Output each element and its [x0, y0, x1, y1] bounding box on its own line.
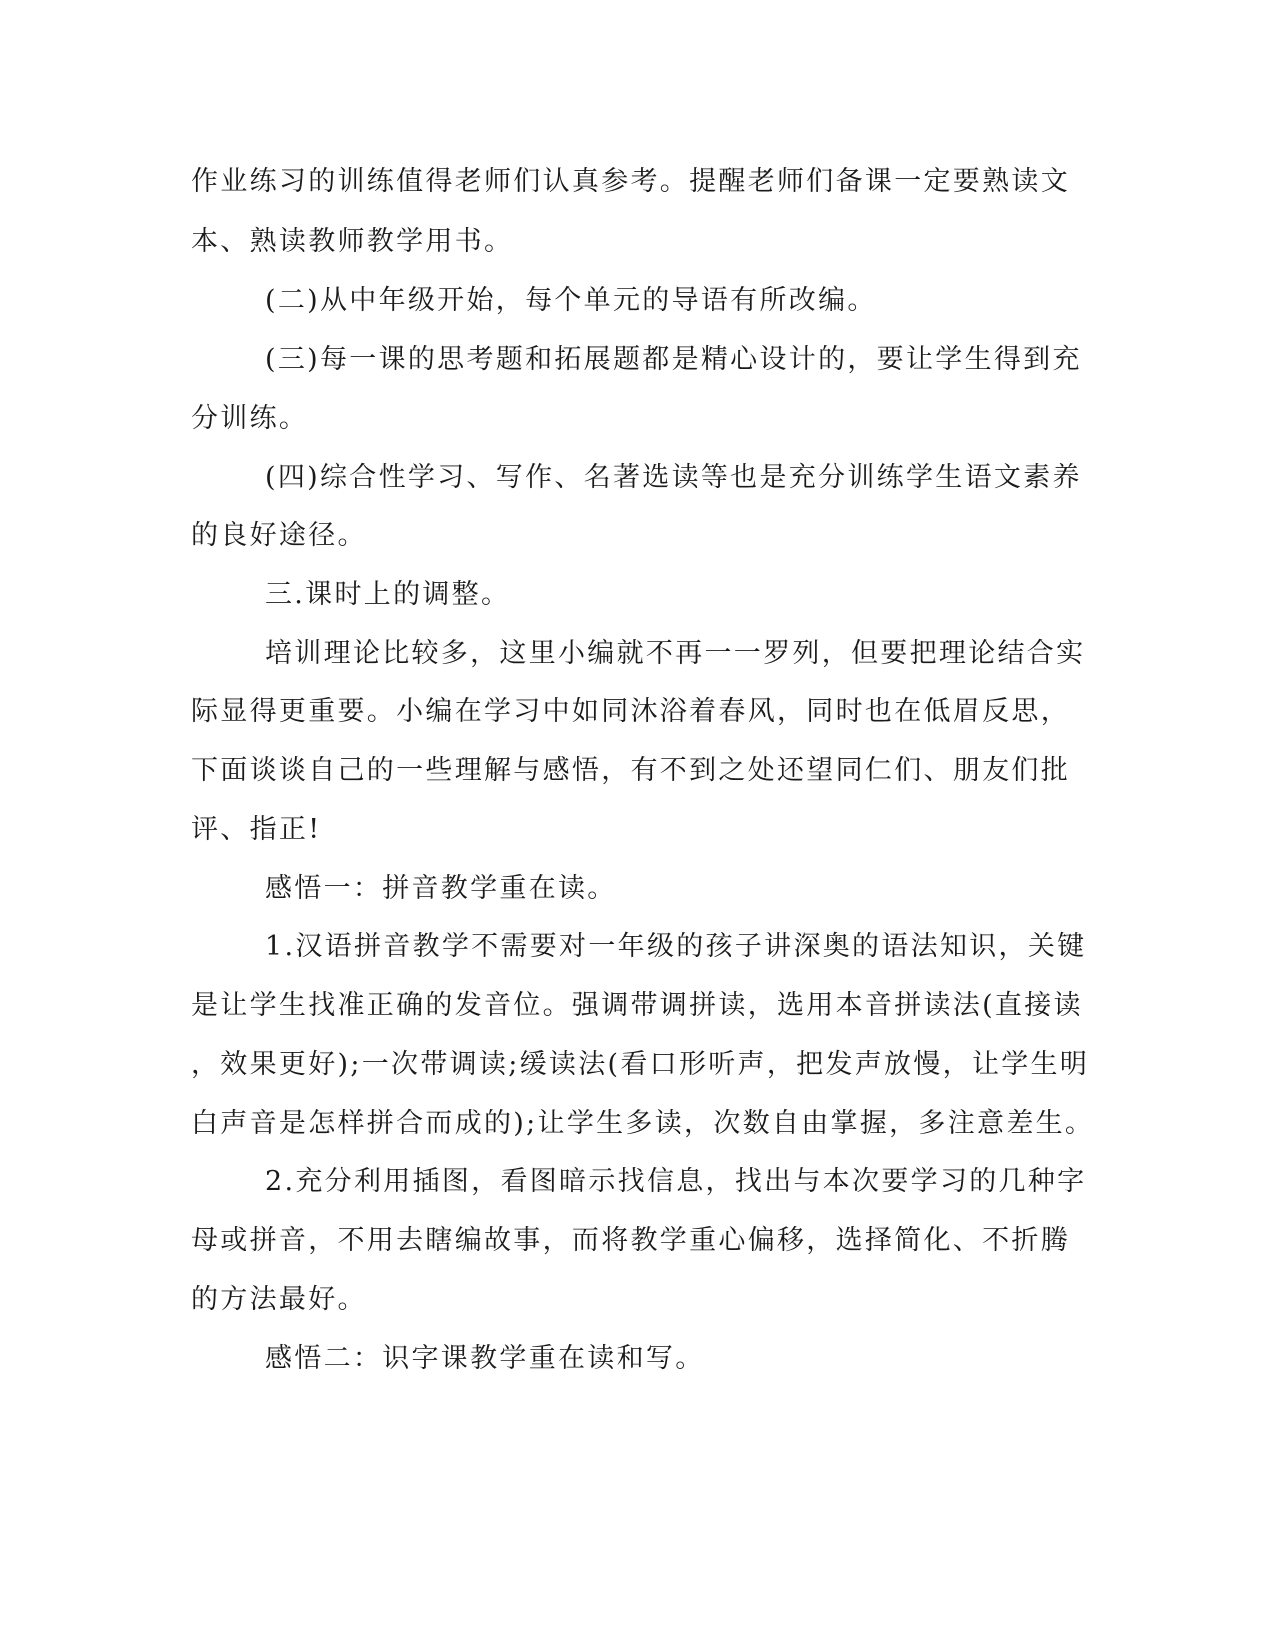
- section-heading: 三.课时上的调整。: [265, 579, 511, 610]
- text-line: (三)每一课的思考题和拓展题都是精心设计的，要让学生得到充: [265, 344, 1082, 375]
- text-line: (二)从中年级开始，每个单元的导语有所改编。: [265, 285, 877, 316]
- text-line: 是让学生找准正确的发音位。强调带调拼读，选用本音拼读法(直接读: [191, 990, 1083, 1021]
- text-line: 1.汉语拼音教学不需要对一年级的孩子讲深奥的语法知识，关键: [265, 931, 1087, 962]
- text-line: 2.充分利用插图，看图暗示找信息，找出与本次要学习的几种字: [265, 1166, 1087, 1197]
- text-line: 作业练习的训练值得老师们认真参考。提醒老师们备课一定要熟读文: [191, 166, 1070, 197]
- text-line: 际显得更重要。小编在学习中如同沐浴着春风，同时也在低眉反思，: [191, 696, 1070, 727]
- text-line: 的良好途径。: [191, 520, 367, 551]
- text-line: 本、熟读教师教学用书。: [191, 226, 514, 257]
- section-heading: 感悟二：识字课教学重在读和写。: [265, 1343, 705, 1374]
- text-line: 白声音是怎样拼合而成的);让学生多读，次数自由掌握，多注意差生。: [191, 1108, 1095, 1139]
- text-line: ，效果更好);一次带调读;缓读法(看口形听声，把发声放慢，让学生明: [191, 1049, 1090, 1080]
- text-line: 下面谈谈自己的一些理解与感悟，有不到之处还望同仁们、朋友们批: [191, 755, 1070, 786]
- text-line: 母或拼音，不用去瞎编故事，而将教学重心偏移，选择简化、不折腾: [191, 1225, 1070, 1256]
- text-line: 评、指正!: [191, 814, 322, 845]
- text-line: 分训练。: [191, 403, 309, 434]
- text-line: (四)综合性学习、写作、名著选读等也是充分训练学生语文素养: [265, 462, 1082, 493]
- section-heading: 感悟一：拼音教学重在读。: [265, 873, 617, 904]
- text-line: 的方法最好。: [191, 1284, 367, 1315]
- text-line: 培训理论比较多，这里小编就不再一一罗列，但要把理论结合实: [265, 638, 1086, 669]
